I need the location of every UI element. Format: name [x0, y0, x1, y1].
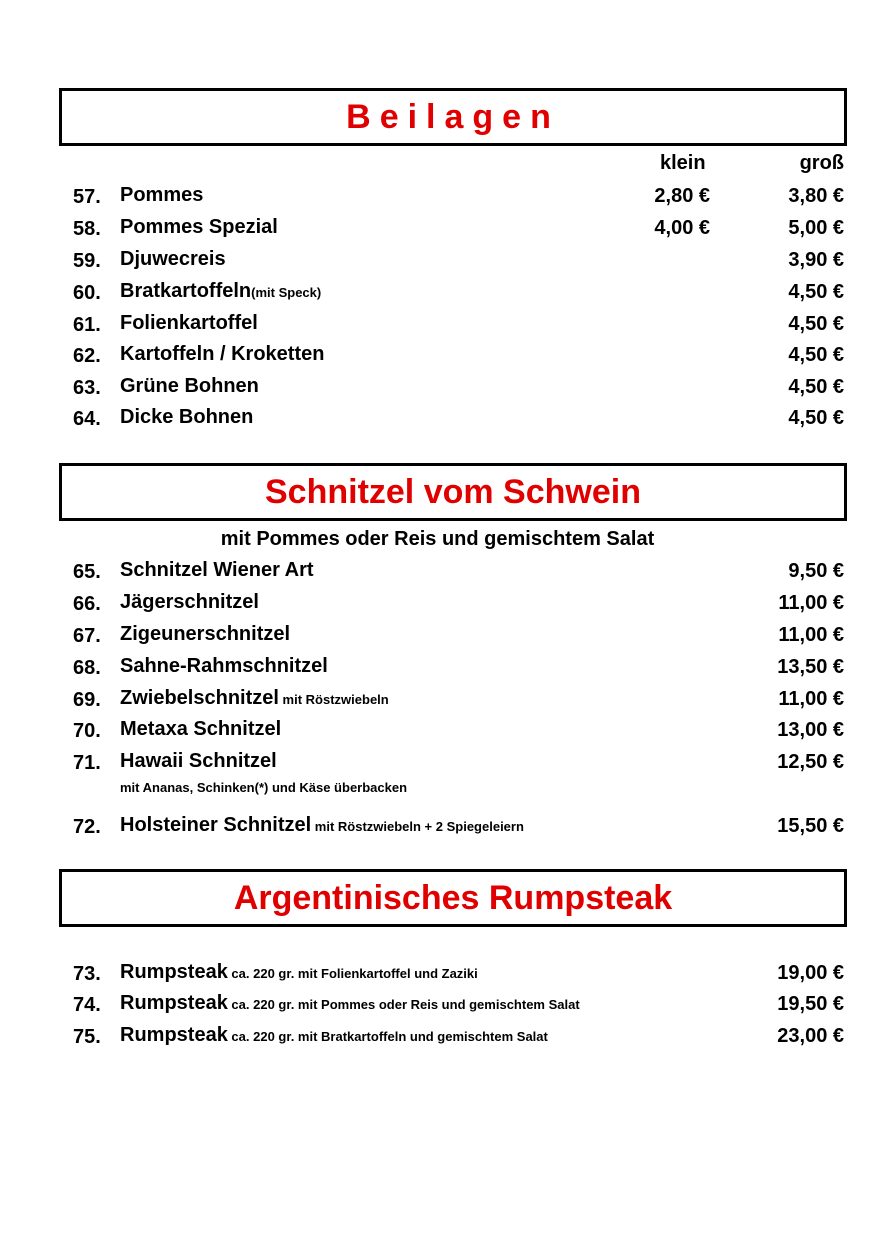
item-name: Zigeunerschnitzel: [120, 623, 291, 645]
section-title-beilagen: [59, 88, 847, 146]
item-price: 19,50 €: [777, 993, 844, 1015]
item-number: 57.: [73, 186, 101, 208]
item-number: 73.: [73, 963, 101, 985]
item-name: Sahne-Rahmschnitzel: [120, 655, 328, 677]
menu-item: [0, 655, 875, 683]
item-name: Jägerschnitzel: [120, 591, 259, 613]
item-price-small: 4,00 €: [654, 217, 710, 239]
item-price: 5,00 €: [788, 217, 844, 239]
item-number: 63.: [73, 377, 101, 399]
item-price: 4,50 €: [788, 407, 844, 429]
item-name: Schnitzel Wiener Art: [120, 559, 314, 581]
item-number: 69.: [73, 689, 101, 711]
item-name: Dicke Bohnen: [120, 406, 254, 428]
item-number: 61.: [73, 314, 101, 336]
item-name: Metaxa Schnitzel: [120, 718, 282, 740]
item-note: ca. 220 gr. mit Bratkartoffeln und gemischtem Salat: [227, 1029, 548, 1044]
menu-item: [0, 184, 875, 212]
item-name: Pommes Spezial: [120, 216, 278, 238]
item-name: Bratkartoffeln(mit Speck): [120, 280, 322, 302]
item-note: (mit Speck): [251, 285, 322, 300]
section-title-rumpsteak: [59, 869, 847, 927]
item-name: Holsteiner Schnitzel mit Röstzwiebeln + 2 Spiegeleiern: [120, 814, 524, 836]
item-price: 4,50 €: [788, 376, 844, 398]
menu-item: [0, 375, 875, 403]
item-number: 75.: [73, 1026, 101, 1048]
item-price: 4,50 €: [788, 344, 844, 366]
menu-item: [0, 216, 875, 244]
item-price: 13,50 €: [777, 656, 844, 678]
menu-item: [0, 687, 875, 715]
menu-item: [0, 591, 875, 619]
menu-item: [0, 623, 875, 651]
item-name: Folienkartoffel: [120, 312, 258, 334]
item-price: 13,00 €: [777, 719, 844, 741]
item-price: 15,50 €: [777, 815, 844, 837]
item-note: ca. 220 gr. mit Folienkartoffel und Zaziki: [227, 966, 478, 981]
item-number: 60.: [73, 282, 101, 304]
item-number: 68.: [73, 657, 101, 679]
item-number: 67.: [73, 625, 101, 647]
menu-item: [0, 280, 875, 308]
menu-item: [0, 312, 875, 340]
item-price: 12,50 €: [777, 751, 844, 773]
beilagen-title: Beilagen: [346, 98, 560, 136]
item-name: Rumpsteak ca. 220 gr. mit Folienkartoffel und Zaziki: [120, 961, 478, 983]
menu-item: [0, 248, 875, 276]
item-number: 74.: [73, 994, 101, 1016]
item-price: 11,00 €: [778, 624, 844, 646]
item-number: 65.: [73, 561, 101, 583]
item-price: 4,50 €: [788, 281, 844, 303]
menu-item: [0, 406, 875, 434]
item-note: mit Röstzwiebeln + 2 Spiegeleiern: [311, 819, 524, 834]
menu-item: [0, 718, 875, 746]
item-number: 62.: [73, 345, 101, 367]
item-price: 4,50 €: [788, 313, 844, 335]
item-name: Hawaii Schnitzel: [120, 750, 277, 772]
item-number: 59.: [73, 250, 101, 272]
item-note: mit Röstzwiebeln: [278, 692, 389, 707]
item-price: 11,00 €: [778, 688, 844, 710]
item-name: Pommes: [120, 184, 204, 206]
item-number: 66.: [73, 593, 101, 615]
menu-item: [0, 750, 875, 778]
item-note: ca. 220 gr. mit Pommes oder Reis und gemischtem Salat: [227, 997, 580, 1012]
item-number: 70.: [73, 720, 101, 742]
menu-item: [0, 343, 875, 371]
column-header-large: groß: [799, 152, 844, 174]
column-header-small: klein: [660, 152, 706, 174]
item-name: Rumpsteak ca. 220 gr. mit Bratkartoffeln und gemischtem Salat: [120, 1024, 548, 1046]
menu-item: [0, 992, 875, 1020]
item-name: Zwiebelschnitzel mit Röstzwiebeln: [120, 687, 389, 709]
hawaii-detail: mit Ananas, Schinken(*) und Käse überbacken: [120, 780, 408, 795]
schnitzel-title: Schnitzel vom Schwein: [265, 473, 641, 511]
item-price: 3,80 €: [788, 185, 844, 207]
item-number: 72.: [73, 816, 101, 838]
menu-item: [0, 559, 875, 587]
item-name: Kartoffeln / Kroketten: [120, 343, 325, 365]
section-title-schnitzel: [59, 463, 847, 521]
item-price: 23,00 €: [777, 1025, 844, 1047]
menu-item: [0, 814, 875, 842]
item-price: 19,00 €: [777, 962, 844, 984]
rumpsteak-title: Argentinisches Rumpsteak: [233, 879, 673, 917]
schnitzel-subtitle: mit Pommes oder Reis und gemischtem Salat: [220, 528, 655, 550]
item-price: 9,50 €: [788, 560, 844, 582]
item-price: 3,90 €: [788, 249, 844, 271]
item-name: Rumpsteak ca. 220 gr. mit Pommes oder Reis und gemischtem Salat: [120, 992, 580, 1014]
menu-item: [0, 1024, 875, 1052]
item-number: 71.: [73, 752, 101, 774]
item-number: 58.: [73, 218, 101, 240]
item-price: 11,00 €: [778, 592, 844, 614]
item-price-small: 2,80 €: [654, 185, 710, 207]
menu-item: [0, 961, 875, 989]
item-number: 64.: [73, 408, 101, 430]
item-name: Grüne Bohnen: [120, 375, 259, 397]
item-name: Djuwecreis: [120, 248, 226, 270]
